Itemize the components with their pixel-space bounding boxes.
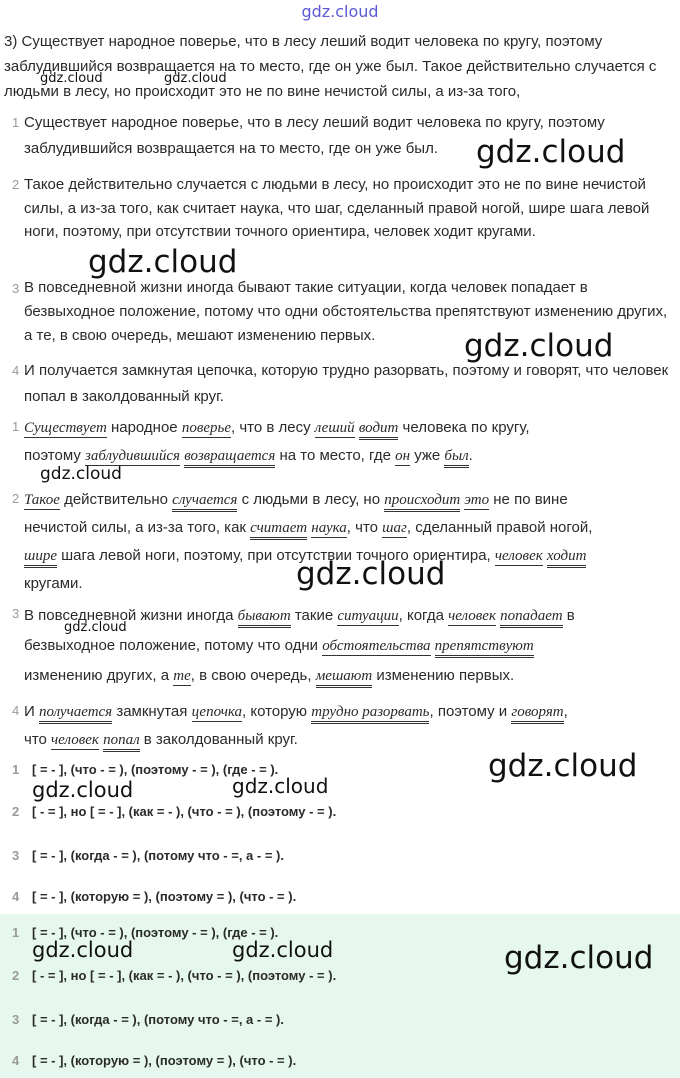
analysis-4 [0, 698, 680, 754]
plain-text: шага левой ноги, поэтому, при отсутствии точного ориентира, [56, 547, 495, 564]
sentence-number: 4 [12, 363, 20, 378]
scheme-text: [ = - ], (которую = ), (поэтому = ), (что - = ). [32, 889, 297, 904]
plain-text: , что в лесу [230, 419, 315, 436]
watermark: gdz.cloud [464, 328, 614, 364]
subject-word: наука [311, 520, 347, 536]
watermark: gdz.cloud [64, 620, 127, 635]
watermark: gdz.cloud [32, 938, 134, 962]
subject-word: цепочка [191, 704, 243, 720]
sentence-number: 2 [12, 177, 20, 192]
plain-text: кругами. [24, 575, 83, 592]
plain-text: И [24, 703, 39, 720]
watermark: gdz.cloud [40, 464, 122, 484]
subject-word: он [395, 448, 411, 464]
analysis-1 [0, 414, 680, 470]
scheme-2-highlighted [0, 966, 680, 986]
plain-text: человека по кругу, [398, 419, 530, 436]
subject-word: заблудившийся [84, 448, 181, 464]
sentence-number: 3 [12, 606, 20, 621]
predicate-word: случается [172, 492, 237, 512]
plain-text: народное [106, 419, 182, 436]
plain-text: безвыходное положение, потому что одни [24, 637, 323, 654]
scheme-number: 2 [12, 804, 20, 819]
plain-text: уже [410, 447, 445, 464]
subject-word: человек [494, 548, 543, 564]
sentence-number: 3 [12, 281, 20, 296]
subject-word: ситуации [337, 608, 399, 624]
subject-word: леший [314, 420, 355, 436]
plain-text: замкнутая [112, 703, 192, 720]
sentence-text: И получается замкнутая цепочка, которую трудно разорвать, поэтому и говорят, что человек попал в заколдованный круг. [24, 362, 669, 405]
scheme-number: 4 [12, 889, 20, 904]
scheme-3-highlighted [0, 1010, 680, 1030]
scheme-text: [ = - ], (когда - = ), (потому что - =, а - = ). [32, 1012, 284, 1027]
sentence-number: 4 [12, 703, 20, 718]
predicate-word: трудно разорвать [311, 704, 429, 724]
plain-text: нечистой силы, а из-за того, как [24, 519, 251, 536]
plain-text: на то место, где [275, 447, 396, 464]
sentence-4 [0, 358, 680, 410]
sentence-number: 2 [12, 491, 20, 506]
header-watermark: gdz.cloud [301, 2, 379, 21]
plain-text: в заколдованный круг. [139, 731, 298, 748]
subject-word: человек [448, 608, 496, 624]
watermark: gdz.cloud [296, 556, 446, 592]
scheme-text: [ = - ], (когда - = ), (потому что - =, а - = ). [32, 848, 284, 863]
subject-word: шаг [382, 520, 407, 536]
watermark: gdz.cloud [232, 774, 329, 798]
plain-text: действительно [59, 491, 173, 508]
sentence-text: В повседневной жизни иногда бывают такие ситуации, когда человек попадает в безвыходное положение, потому что одни обстоятельства препятствуют изменению других, а те, в свою очередь, мешают изменению первых. [24, 279, 668, 344]
predicate-word: происходит [384, 492, 460, 512]
predicate-word: получается [39, 704, 112, 724]
plain-text: . [468, 447, 473, 464]
watermark: gdz.cloud [488, 748, 638, 784]
sentence-text: Такое действительно случается с людьми в лесу, но происходит это не по вине нечистой силы, а из-за того, как считает наука, что шаг, сделанный правой ногой, шире шага левой ноги, поэтому, при отсутствии точного ориентира, человек ходит кругами. [24, 176, 650, 240]
plain-text: изменению других, а [24, 667, 174, 684]
predicate-word: возвращается [184, 448, 275, 468]
plain-text: с людьми в лесу, но [237, 491, 385, 508]
plain-text: , которую [242, 703, 312, 720]
plain-text: , в свою очередь, [190, 667, 316, 684]
watermark: gdz.cloud [232, 938, 334, 962]
plain-text: не по вине [489, 491, 568, 508]
plain-text: , что [346, 519, 383, 536]
sentence-number: 1 [12, 115, 20, 130]
scheme-number: 2 [12, 968, 20, 983]
plain-text: , поэтому и [429, 703, 512, 720]
plain-text: , когда [398, 607, 449, 624]
scheme-3 [0, 846, 680, 866]
scheme-4-highlighted [0, 1051, 680, 1071]
scheme-text: [ - = ], но [ = - ], (как = - ), (что - = ), (поэтому - = ). [32, 804, 337, 819]
analysis-3 [0, 601, 680, 691]
plain-text: поэтому [24, 447, 85, 464]
predicate-word: попадает [500, 608, 562, 628]
sentence-2 [0, 172, 680, 244]
subject-word: Такое [24, 492, 60, 508]
scheme-number: 3 [12, 1012, 20, 1027]
predicate-word: шире [24, 548, 57, 568]
watermark: gdz.cloud [476, 134, 626, 170]
plain-text: изменению первых. [372, 667, 515, 684]
subject-word: Существует [24, 420, 107, 436]
sentence-text: Существует народное поверье, что в лесу леший водит человека по кругу, поэтому заблудившийся возвращается на то место, где он уже был. [24, 114, 605, 157]
scheme-text: [ - = ], но [ = - ], (как = - ), (что - = ), (поэтому - = ). [32, 968, 337, 983]
subject-word: обстоятельства [322, 638, 431, 654]
scheme-text: [ = - ], (что - = ), (поэтому - = ), (где - = ). [32, 762, 279, 777]
scheme-2 [0, 802, 680, 822]
subject-word: человек [51, 732, 99, 748]
predicate-word: мешают [316, 668, 372, 688]
plain-text: , [563, 703, 568, 720]
predicate-word: ходит [547, 548, 587, 568]
predicate-word: препятствуют [435, 638, 534, 658]
watermark: gdz.cloud [88, 244, 238, 280]
plain-text: , сделанный правой ногой, [406, 519, 593, 536]
predicate-word: был [444, 448, 468, 468]
watermark: gdz.cloud [40, 71, 103, 86]
scheme-text: [ = - ], (которую = ), (поэтому = ), (что - = ). [32, 1053, 297, 1068]
plain-text: в [562, 607, 575, 624]
scheme-text: [ = - ], (что - = ), (поэтому - = ), (где - = ). [32, 925, 279, 940]
plain-text: что [24, 731, 52, 748]
predicate-word: бывают [238, 608, 291, 628]
predicate-word: попал [103, 732, 140, 752]
task-text: 3) Существует народное поверье, что в лесу леший водит человека по кругу, поэтому заблудившийся возвращается на то место, где он уже был. Такое действительно случается с людьми в лесу, но происходит это не по вине нечистой силы, а из-за того, [4, 33, 657, 100]
predicate-word: водит [359, 420, 399, 440]
scheme-number: 1 [12, 762, 20, 777]
watermark: gdz.cloud [504, 940, 654, 976]
subject-word: это [464, 492, 490, 508]
scheme-number: 3 [12, 848, 20, 863]
scheme-number: 4 [12, 1053, 20, 1068]
scheme-number: 1 [12, 925, 20, 940]
predicate-word: говорят [511, 704, 563, 724]
plain-text: В повседневной жизни иногда [24, 607, 238, 624]
plain-text: такие [290, 607, 338, 624]
scheme-4 [0, 887, 680, 907]
watermark: gdz.cloud [164, 71, 227, 86]
watermark: gdz.cloud [32, 778, 134, 802]
predicate-word: считает [250, 520, 307, 540]
sentence-number: 1 [12, 419, 20, 434]
subject-word: поверье [181, 420, 231, 436]
subject-word: те [173, 668, 191, 684]
